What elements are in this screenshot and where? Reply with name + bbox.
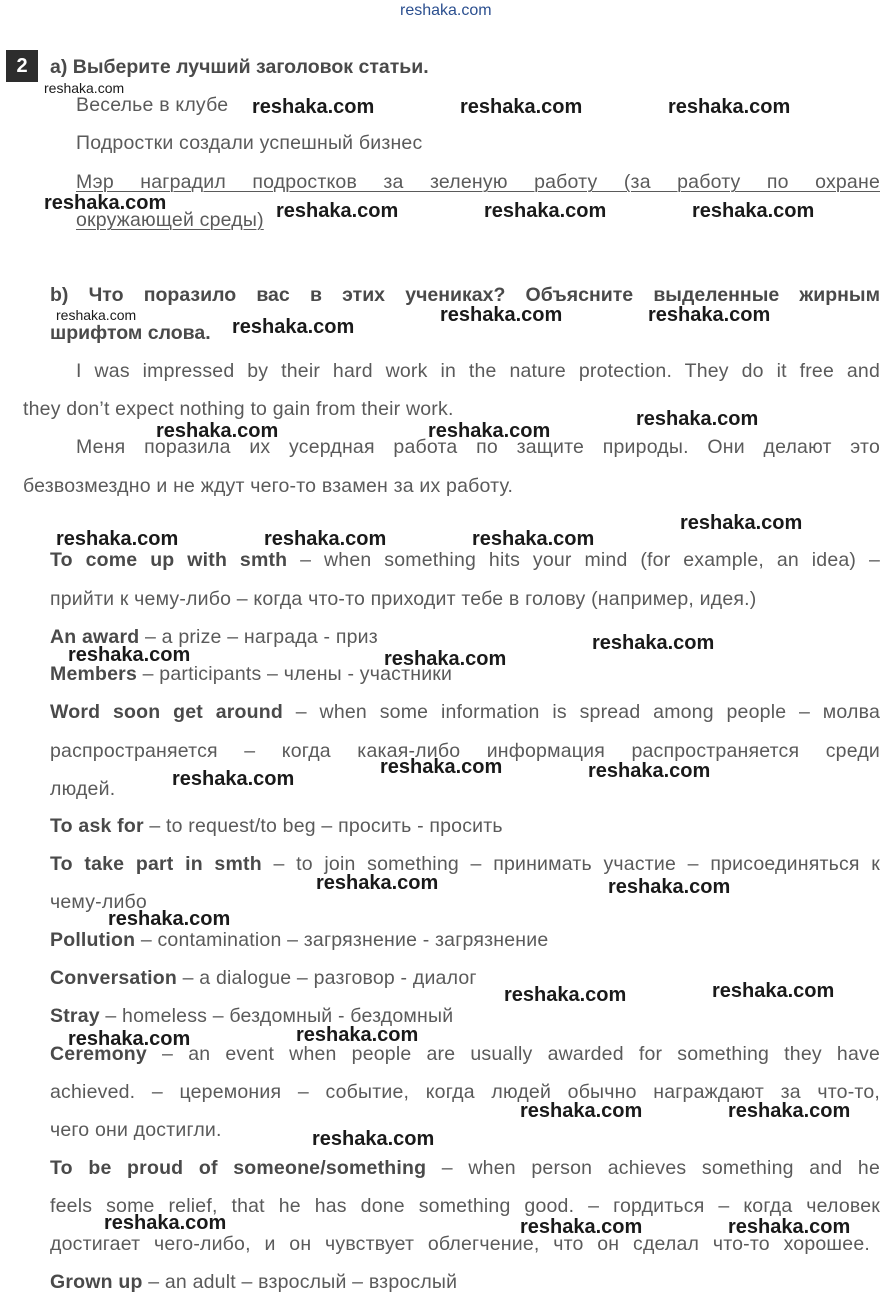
vocab-term: Pollution: [50, 929, 136, 951]
vocab-definition-cont: achieved. – церемония – событие, когда людей обычно награждают за что-то,: [50, 1081, 880, 1103]
title-option-1: Веселье в клубе: [76, 94, 229, 116]
title-option-2: Подростки создали успешный бизнес: [76, 132, 423, 154]
vocab-term: Stray: [50, 1005, 100, 1027]
watermark: reshaka.com: [104, 1212, 227, 1234]
vocab-definition-cont: прийти к чему-либо – когда что-то приходит тебе в голову (например, идея.): [50, 588, 757, 610]
watermark: reshaka.com: [608, 876, 731, 898]
vocab-item: [50, 929, 548, 952]
vocab-term: To take part in smth: [50, 853, 262, 875]
watermark: reshaka.com: [484, 200, 607, 222]
vocab-term: Conversation: [50, 967, 178, 989]
vocab-definition: – contamination – загрязнение - загрязнение: [135, 929, 549, 951]
vocab-item: [50, 967, 477, 990]
watermark: reshaka.com: [728, 1216, 851, 1238]
vocab-definition-cont: чему-либо: [50, 891, 147, 913]
watermark: reshaka.com: [440, 304, 563, 326]
watermark: reshaka.com: [44, 80, 125, 96]
vocab-term: Grown up: [50, 1271, 143, 1293]
part-b-prompt-line1: b) Что поразило вас в этих учениках? Объясните выделенные жирным: [50, 284, 880, 306]
vocab-definition-cont: чего они достигли.: [50, 1119, 222, 1141]
vocab-definition: – to join something – принимать участие – присоединяться к: [261, 853, 880, 875]
vocab-term: Ceremony: [50, 1043, 147, 1065]
watermark: reshaka.com: [232, 316, 355, 338]
vocab-definition: – when something hits your mind (for example, an idea) –: [287, 549, 880, 571]
watermark: reshaka.com: [504, 984, 627, 1006]
part-b-prompt-line2: шрифтом слова.: [50, 322, 211, 344]
watermark: reshaka.com: [728, 1100, 851, 1122]
watermark: reshaka.com: [668, 96, 791, 118]
vocab-item: [50, 815, 503, 838]
watermark: reshaka.com: [588, 760, 711, 782]
vocab-item: [50, 1271, 457, 1294]
watermark: reshaka.com: [264, 528, 387, 550]
watermark: reshaka.com: [380, 756, 503, 778]
answer-ru-line2: безвозмездно и не ждут чего-то взамен за их работу.: [23, 475, 514, 497]
vocab-definition: – homeless – бездомный - бездомный: [99, 1005, 454, 1027]
answer-ru-line1: Меня поразила их усердная работа по защите природы. Они делают это: [76, 436, 880, 458]
vocab-term: Word soon get around: [50, 701, 284, 723]
vocab-definition-cont: распространяется – когда какая-либо информация распространяется среди: [50, 740, 880, 762]
watermark: reshaka.com: [648, 304, 771, 326]
watermark: reshaka.com: [108, 908, 231, 930]
title-option-3-line2: окружающей среды): [76, 209, 264, 231]
watermark: reshaka.com: [68, 644, 191, 666]
watermark: reshaka.com: [172, 768, 295, 790]
watermark: reshaka.com: [56, 307, 137, 323]
vocab-item: [50, 1157, 880, 1180]
vocab-definition-cont: feels some relief, that he has done something good. – гордиться – когда человек: [50, 1195, 880, 1217]
watermark: reshaka.com: [636, 408, 759, 430]
vocab-term: To come up with smth: [50, 549, 288, 571]
watermark: reshaka.com: [592, 632, 715, 654]
vocab-definition: – when some information is spread among people – молва: [283, 701, 880, 723]
vocab-definition-cont: достигает чего-либо, и он чувствует облегчение, что он сделал что-то хорошее.: [50, 1233, 870, 1255]
watermark: reshaka.com: [312, 1128, 435, 1150]
vocab-term: An award: [50, 626, 140, 648]
answer-en-line2: they don’t expect nothing to gain from their work.: [23, 398, 454, 420]
title-option-3-line1: Мэр наградил подростков за зеленую работу (за работу по охране: [76, 171, 880, 193]
vocab-definition-cont: людей.: [50, 778, 116, 800]
vocab-definition: – a dialogue – разговор - диалог: [177, 967, 477, 989]
watermark: reshaka.com: [520, 1216, 643, 1238]
watermark: reshaka.com: [692, 200, 815, 222]
watermark: reshaka.com: [276, 200, 399, 222]
vocab-definition: – participants – члены - участники: [137, 663, 453, 685]
watermark: reshaka.com: [296, 1024, 419, 1046]
watermark: reshaka.com: [428, 420, 551, 442]
watermark: reshaka.com: [520, 1100, 643, 1122]
vocab-definition: – when person achieves something and he: [426, 1157, 881, 1179]
vocab-item: [50, 549, 880, 572]
watermark: reshaka.com: [460, 96, 583, 118]
watermark: reshaka.com: [44, 192, 167, 214]
vocab-item: [50, 853, 880, 876]
watermark: reshaka.com: [680, 512, 803, 534]
part-a-prompt: a) Выберите лучший заголовок статьи.: [50, 56, 429, 78]
watermark: reshaka.com: [68, 1028, 191, 1050]
vocab-definition: – an event when people are usually awarded for something they have: [146, 1043, 880, 1065]
answer-en-line1: I was impressed by their hard work in the nature protection. They do it free and: [76, 360, 880, 382]
exercise-number-badge: 2: [6, 50, 38, 82]
vocab-term: To be proud of someone/something: [50, 1157, 427, 1179]
watermark: reshaka.com: [156, 420, 279, 442]
vocab-term: To ask for: [50, 815, 144, 837]
watermark: reshaka.com: [316, 872, 439, 894]
watermark: reshaka.com: [56, 528, 179, 550]
vocab-definition: – an adult – взрослый – взрослый: [142, 1271, 458, 1293]
watermark: reshaka.com: [712, 980, 835, 1002]
watermark: reshaka.com: [252, 96, 375, 118]
vocab-definition: – to request/to beg – просить - просить: [143, 815, 503, 837]
vocab-item: [50, 701, 880, 724]
watermark: reshaka.com: [472, 528, 595, 550]
vocab-definition: – a prize – награда - приз: [139, 626, 378, 648]
vocab-term: Members: [50, 663, 138, 685]
site-watermark-top: reshaka.com: [400, 2, 492, 19]
watermark: reshaka.com: [384, 648, 507, 670]
